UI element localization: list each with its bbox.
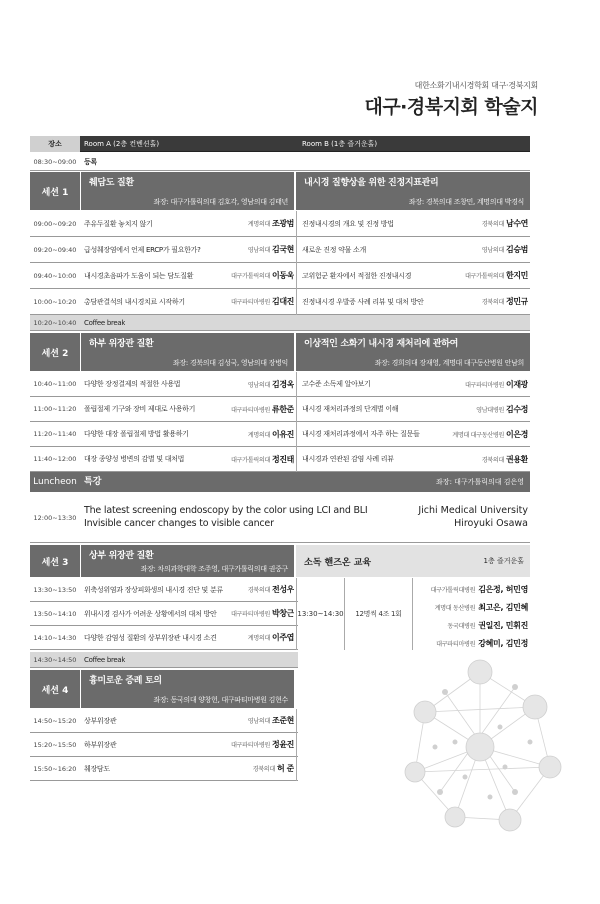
instructor-affiliation: 동국대병원: [447, 623, 476, 630]
speaker-affiliation: 영남의대: [247, 247, 271, 254]
speaker-affiliation: Jichi Medical University: [418, 505, 528, 516]
room-b-talk: [302, 289, 528, 315]
talk-topic: 총담관결석의 내시경치료 시작하기: [84, 298, 185, 306]
instructor-affiliation: 대구가톨릭대병원: [430, 587, 476, 594]
session-title: 췌담도 질환: [89, 178, 134, 188]
instructor-affiliation: 계명대 동산병원: [434, 605, 476, 612]
speaker-affiliation: 경북의대: [252, 766, 275, 773]
speaker-affiliation: 경북의대: [481, 457, 505, 464]
time: 10:00~10:20: [33, 298, 77, 306]
speaker-affiliation: 영남대병원: [476, 407, 505, 414]
schedule-row: [30, 422, 530, 447]
speaker: [231, 263, 294, 289]
session-chair: 좌장: 경북의대 김성국, 영남의대 장병익: [172, 359, 288, 367]
speaker-name: 허 준: [276, 764, 294, 773]
lecture-title-line2: Invisible cancer changes to visible cancer: [84, 518, 274, 529]
handson-group: 12명씩 4조 1회: [345, 578, 413, 650]
divider: [296, 237, 297, 263]
speaker: [231, 733, 294, 757]
talk-topic: 내시경과 연관된 감염 사례 리뷰: [302, 455, 394, 463]
room-a-talk: [84, 733, 294, 757]
room-b-talk: [302, 237, 528, 263]
organization-name: 대한소화기내시경학회 대구·경북지회: [414, 81, 538, 90]
time: 14:50~15:20: [33, 717, 77, 725]
speaker-name: 권용환: [506, 455, 528, 464]
divider: [296, 372, 297, 397]
speaker: [248, 237, 294, 263]
schedule-row: [30, 211, 530, 237]
schedule-row: [30, 578, 298, 602]
speaker: [465, 372, 528, 397]
room-b-talk: [302, 372, 528, 397]
speaker-affiliation: 경북의대: [481, 299, 505, 306]
coffee-break-row: [30, 315, 530, 331]
speaker-name: 류한준: [272, 405, 294, 414]
time: 09:00~09:20: [33, 220, 77, 228]
talk-topic: 하부위장관: [84, 741, 117, 749]
room-a-talk: [84, 578, 294, 602]
schedule-row: [30, 709, 298, 733]
time: 08:30~09:00: [33, 158, 77, 166]
speaker-name: 정윤진: [272, 740, 294, 749]
header-location: 장소: [30, 136, 80, 152]
coffee-break-row: [30, 652, 298, 668]
session-2-label: 세션 2: [30, 333, 80, 371]
speaker-affiliation: 경북의대: [247, 587, 271, 594]
session-chair: 좌장: 차의과학대학 조주영, 대구가톨릭의대 권중구: [140, 565, 288, 573]
instructor-affiliation: 대구파티마병원: [436, 641, 476, 648]
speaker: [231, 447, 294, 472]
time: 11:40~12:00: [33, 455, 77, 463]
divider: [296, 289, 297, 315]
break-label: Coffee break: [84, 656, 126, 664]
speaker: [476, 397, 528, 422]
schedule-row: [30, 372, 530, 397]
speaker: [253, 757, 294, 781]
speaker-affiliation: 영남의대: [247, 718, 271, 725]
session-chair: 좌장: 경희의대 장재영, 계명대 대구동산병원 안남희: [374, 359, 524, 367]
speaker: [248, 422, 294, 447]
session-3-label: 세션 3: [30, 545, 80, 577]
divider: [296, 447, 297, 472]
room-a-talk: [84, 372, 294, 397]
talk-topic: 내시경 재처리과정의 단계별 이해: [302, 405, 399, 413]
instructor-names: 최고은, 김민혜: [478, 603, 528, 612]
talk-topic: 상부위장관: [84, 717, 117, 725]
speaker: [465, 263, 528, 289]
time: 14:10~14:30: [33, 634, 77, 642]
speaker-affiliation: 경북의대: [481, 221, 505, 228]
room-b-talk: [302, 422, 528, 447]
session-3-a-header: [81, 545, 294, 577]
instructor-names: 김은정, 허민영: [478, 585, 528, 594]
talk-topic: 진정내시경의 개요 및 진정 방법: [302, 220, 394, 228]
schedule-row: [30, 733, 298, 757]
speaker-name: 김국현: [272, 245, 294, 254]
speaker-name: 정진태: [272, 455, 294, 464]
room-a-talk: [84, 602, 294, 626]
speaker: [248, 372, 294, 397]
speaker-name: 이재광: [506, 380, 528, 389]
speaker-name: 남수연: [506, 219, 528, 228]
handson-instructor-row: [413, 578, 530, 596]
handson-time: 13:30~14:30: [297, 578, 345, 650]
talk-topic: 대장 종양성 병변의 감별 및 대처법: [84, 455, 185, 463]
divider: [296, 263, 297, 289]
room-b-talk: [302, 397, 528, 422]
talk-topic: 내시경초음파가 도움이 되는 담도질환: [84, 272, 194, 280]
talk-topic: 진정내시경 우발증 사례 리뷰 및 대처 방안: [302, 298, 424, 306]
session-chair: 좌장: 경북의대 조창민, 계명의대 박경식: [408, 198, 524, 206]
instructor-names: 권일진, 민휘진: [478, 621, 528, 630]
speaker: [231, 397, 294, 422]
schedule-row: [30, 447, 530, 472]
room-a-talk: [84, 422, 294, 447]
time: 10:20~10:40: [33, 319, 77, 327]
speaker: [248, 211, 294, 237]
speaker: [482, 211, 528, 237]
speaker-affiliation: 대구파티마병원: [230, 742, 271, 749]
speaker-affiliation: 계명의대: [247, 221, 271, 228]
time: 09:20~09:40: [33, 246, 77, 254]
room-a-talk: [84, 237, 294, 263]
room-a-talk: [84, 757, 294, 781]
speaker-name: 한지민: [506, 271, 528, 280]
handson-instructor-row: [413, 614, 530, 632]
speaker-name: 이유진: [272, 430, 294, 439]
speaker-name: 이동욱: [272, 271, 294, 280]
schedule-row: [30, 757, 298, 781]
divider: [296, 211, 297, 237]
session-title: 이상적인 소화기 내시경 재처리에 관하여: [304, 339, 459, 349]
speaker-name: 김수정: [506, 405, 528, 414]
room-a-talk: [84, 263, 294, 289]
divider: [296, 422, 297, 447]
header-room-b: Room B (1층 즐거운홀): [302, 140, 378, 148]
talk-topic: 급성췌장염에서 언제 ERCP가 필요한가?: [84, 246, 201, 254]
speaker-affiliation: 계명의대: [247, 432, 271, 439]
time: 13:50~14:10: [33, 610, 77, 618]
talk-topic: 고수준 소독제 알아보기: [302, 380, 371, 388]
schedule-row: [30, 602, 298, 626]
talk-topic: 폴립절제 기구와 장비 제대로 사용하기: [84, 405, 196, 413]
handson-instructor-row: [413, 632, 530, 650]
speaker: [482, 289, 528, 315]
room-a-talk: [84, 397, 294, 422]
session-4-a-header: [81, 670, 294, 708]
schedule-row: [30, 289, 530, 315]
speaker: [482, 447, 528, 472]
speaker-affiliation: 대구파티마병원: [230, 407, 271, 414]
room-a-talk: [84, 709, 294, 733]
talk-topic: 다양한 감염성 질환의 상부위장관 내시경 소견: [84, 634, 217, 642]
divider: [296, 709, 297, 733]
room-a-talk: [84, 211, 294, 237]
speaker: [231, 602, 294, 626]
session-1-label: 세션 1: [30, 172, 80, 210]
session-chair: 좌장: 대구가톨릭의대 김호각, 영남의대 김태년: [153, 198, 288, 206]
speaker: [248, 578, 294, 602]
time: 15:50~16:20: [33, 765, 77, 773]
time: 11:00~11:20: [33, 405, 77, 413]
speaker: [248, 626, 294, 650]
talk-topic: 위축성위염과 장상피화생의 내시경 진단 및 분류: [84, 586, 223, 594]
speaker-name: Hiroyuki Osawa: [454, 518, 528, 529]
speaker-name: 정민규: [506, 297, 528, 306]
handson-title: 소독 핸즈온 교육: [304, 558, 372, 568]
schedule-row: [30, 397, 530, 422]
room-a-talk: [84, 626, 294, 650]
time: 10:40~11:00: [33, 380, 77, 388]
session-title: 흉미로운 증례 토의: [89, 676, 162, 686]
speaker-affiliation: 대구파티마병원: [230, 299, 271, 306]
talk-topic: 다양한 대장 폴립절제 방법 활용하기: [84, 430, 189, 438]
handson-room: 1층 즐거운홀: [483, 557, 524, 565]
session-title: 하부 위장관 질환: [89, 339, 154, 349]
page-title: 대구·경북지회 학술지: [364, 96, 538, 118]
luncheon-title: 특강: [84, 477, 102, 487]
talk-topic: 새로운 진정 약물 소개: [302, 246, 366, 254]
session-2-a-header: [81, 333, 294, 371]
handson-header: [296, 545, 530, 577]
handson-instructor-row: [413, 596, 530, 614]
divider: [296, 397, 297, 422]
speaker-name: 이은경: [506, 430, 528, 439]
time: 12:00~13:30: [33, 514, 77, 522]
speaker-affiliation: 계명의대: [247, 635, 271, 642]
schedule-row: [30, 263, 530, 289]
network-illustration: [385, 652, 575, 842]
talk-topic: 다양한 장정결제의 적절한 사용법: [84, 380, 181, 388]
lecture-title-line1: The latest screening endoscopy by the color using LCI and BLI: [84, 505, 368, 516]
session-title: 상부 위장관 질환: [89, 551, 154, 561]
table-header: [30, 136, 530, 152]
room-a-talk: [84, 447, 294, 472]
speaker-affiliation: 계명대 대구동산병원: [452, 432, 505, 439]
divider: [296, 733, 297, 757]
speaker: [248, 709, 294, 733]
speaker: [482, 237, 528, 263]
session-1-b-header: [296, 172, 530, 210]
luncheon-lecture-row: [30, 493, 530, 543]
room-b-talk: [302, 447, 528, 472]
instructor-names: 강혜미, 김민정: [478, 639, 528, 648]
break-label: Coffee break: [84, 319, 126, 327]
session-chair: 좌장: 동국의대 양창헌, 대구파티마병원 김현수: [153, 696, 288, 704]
speaker-affiliation: 대구가톨릭의대: [230, 457, 271, 464]
time: 13:30~13:50: [33, 586, 77, 594]
registration-row: [30, 153, 530, 171]
talk-topic: 고위험군 환자에서 적절한 진정내시경: [302, 272, 412, 280]
room-b-talk: [302, 211, 528, 237]
speaker-affiliation: 대구가톨릭의대: [230, 273, 271, 280]
speaker: [452, 422, 528, 447]
session-1-a-header: [81, 172, 294, 210]
talk-topic: 췌장담도: [84, 765, 110, 773]
speaker-name: 김경옥: [272, 380, 294, 389]
session-4-label: 세션 4: [30, 670, 80, 708]
session-title: 내시경 질향상을 위한 진정지표관리: [304, 178, 439, 188]
luncheon-header: [30, 472, 530, 492]
schedule-row: [30, 626, 298, 650]
time: 09:40~10:00: [33, 272, 77, 280]
time: 11:20~11:40: [33, 430, 77, 438]
speaker-name: 이주엽: [272, 633, 294, 642]
speaker-name: 김대진: [272, 297, 294, 306]
luncheon-chair: 좌장: 대구가톨릭의대 김은영: [436, 478, 524, 486]
speaker-name: 김승범: [506, 245, 528, 254]
divider: [296, 757, 297, 781]
speaker-affiliation: 대구파티마병원: [230, 611, 271, 618]
talk-topic: 위내시경 검사가 어려운 상황에서의 대처 방안: [84, 610, 217, 618]
speaker-name: 조광범: [272, 219, 294, 228]
session-2-b-header: [296, 333, 530, 371]
speaker: [231, 289, 294, 315]
registration-label: 등록: [84, 158, 97, 166]
schedule-row: [30, 237, 530, 263]
speaker-affiliation: 영남의대: [247, 382, 271, 389]
time: 14:30~14:50: [33, 656, 77, 664]
speaker-affiliation: 대구가톨릭의대: [464, 273, 505, 280]
speaker-affiliation: 영남의대: [481, 247, 505, 254]
room-a-talk: [84, 289, 294, 315]
speaker-name: 조준현: [272, 716, 294, 725]
speaker-name: 박창근: [272, 609, 294, 618]
talk-topic: 주유두질환 놓치지 않기: [84, 220, 153, 228]
luncheon-label: Luncheon: [33, 477, 77, 487]
header-room-a: Room A (2층 컨벤션홀): [84, 140, 160, 148]
time: 15:20~15:50: [33, 741, 77, 749]
speaker-name: 전성우: [272, 585, 294, 594]
speaker-affiliation: 대구파티마병원: [464, 382, 505, 389]
talk-topic: 내시경 재처리과정에서 자주 하는 질문들: [302, 430, 420, 438]
room-b-talk: [302, 263, 528, 289]
